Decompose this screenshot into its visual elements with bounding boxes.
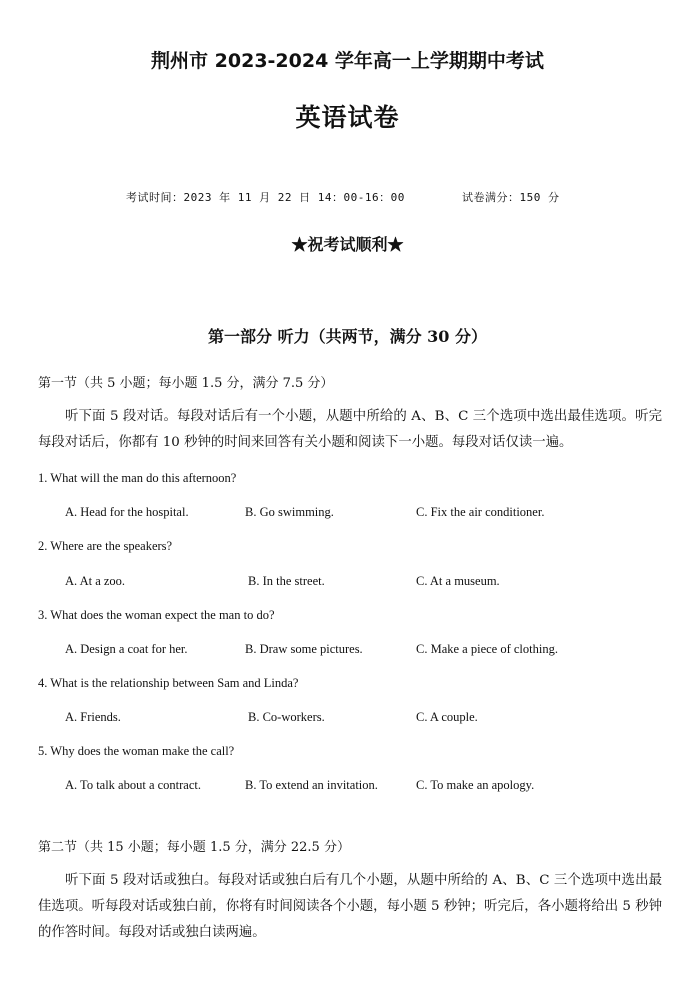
question-5-option-a: A. To talk about a contract. bbox=[65, 778, 202, 792]
question-3-option-c: C. Make a piece of clothing. bbox=[416, 642, 558, 656]
full-score-info: 试卷满分：150 分 bbox=[462, 191, 560, 204]
question-2-option-a: A. At a zoo. bbox=[65, 574, 126, 588]
question-5-stem: 5. Why does the woman make the call? bbox=[38, 744, 235, 758]
exam-main-title: 荆州市 2023-2024 学年高一上学期期中考试 bbox=[151, 50, 544, 72]
question-2-stem: 2. Where are the speakers? bbox=[38, 539, 173, 553]
question-3-option-b: B. Draw some pictures. bbox=[245, 642, 363, 656]
question-2-option-b: B. In the street. bbox=[248, 574, 325, 588]
section-one-instructions: 听下面 5 段对话。每段对话后有一个小题，从题中所给的 A、B、C 三个选项中选出最佳选项。听完每段对话后，你都有 10 秒钟的时间来回答有关小题和阅读下一小题。每段对话仅读一遍。 bbox=[38, 409, 662, 450]
question-1-option-a: A. Head for the hospital. bbox=[65, 505, 189, 519]
section-two-instructions: 听下面 5 段对话或独白。每段对话或独白后有几个小题，从题中所给的 A、B、C 三个选项中选出最佳选项。听每段对话或独白前，你将有时间阅读各个小题，每小题 5 秒钟；听完后，各小题将给出 5 秒钟的作答时间。每段对话或独白读两遍。 bbox=[38, 873, 662, 940]
exam-subject-title: 英语试卷 bbox=[295, 103, 400, 132]
question-1-option-b: B. Go swimming. bbox=[245, 505, 334, 519]
question-2-option-c: C. At a museum. bbox=[416, 574, 500, 588]
exam-time-info: 考试时间：2023 年 11 月 22 日 14：00-16：00 bbox=[126, 191, 405, 204]
question-3-stem: 3. What does the woman expect the man to do? bbox=[38, 608, 275, 622]
question-1-stem: 1. What will the man do this afternoon? bbox=[38, 471, 237, 485]
question-5-option-c: C. To make an apology. bbox=[416, 778, 535, 792]
question-3-option-a: A. Design a coat for her. bbox=[65, 642, 188, 656]
question-4-stem: 4. What is the relationship between Sam and Linda? bbox=[38, 676, 299, 690]
part-one-heading: 第一部分 听力（共两节，满分 30 分） bbox=[208, 327, 487, 346]
question-5-option-b: B. To extend an invitation. bbox=[245, 778, 378, 792]
section-one-title: 第一节（共 5 小题；每小题 1.5 分，满分 7.5 分） bbox=[38, 376, 334, 391]
question-4-option-c: C. A couple. bbox=[416, 710, 478, 724]
question-4-option-b: B. Co-workers. bbox=[248, 710, 325, 724]
question-4-option-a: A. Friends. bbox=[65, 710, 121, 724]
good-luck-banner: ★祝考试顺利★ bbox=[291, 235, 404, 254]
section-two-title: 第二节（共 15 小题；每小题 1.5 分，满分 22.5 分） bbox=[38, 840, 350, 855]
question-1-option-c: C. Fix the air conditioner. bbox=[416, 505, 545, 519]
